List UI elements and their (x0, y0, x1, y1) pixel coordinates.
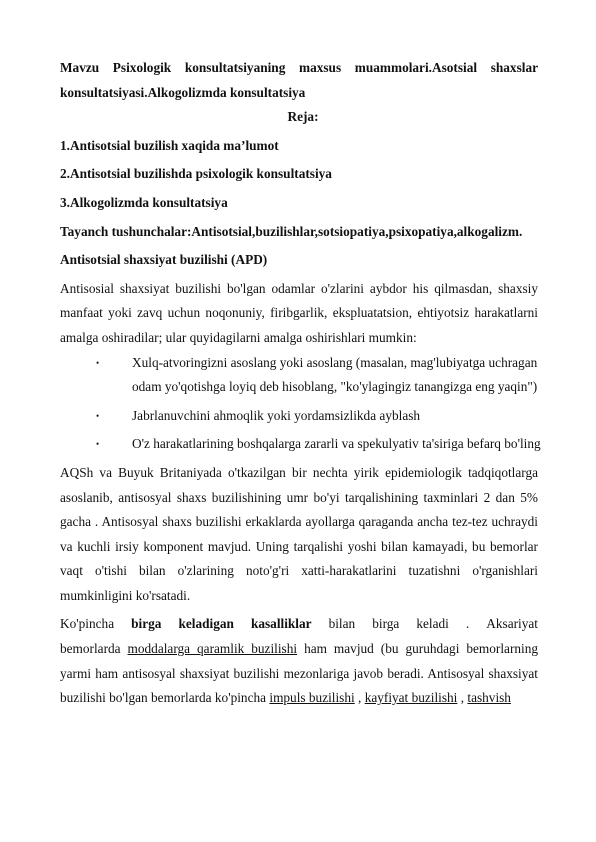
word: keladigan (178, 616, 234, 632)
word: . (465, 616, 470, 632)
bullet-item (96, 432, 544, 457)
document-title: Mavzu Psixologik konsultatsiyaning maxsus muammolari.Asotsial shaxslar konsultatsiyasi.Alkogolizmda konsultatsiya (60, 60, 538, 100)
link-anxiety[interactable]: tashvish (467, 690, 511, 706)
separator: , (358, 690, 362, 706)
document-page (60, 56, 541, 711)
word: Aksariyat (486, 616, 538, 632)
plan-item-2: 2.Antisotsial buzilishda psixologik konsultatsiya (60, 166, 332, 182)
paragraph-first-line (60, 612, 538, 637)
bullet-item (96, 404, 538, 429)
text-run: bemorlarda (60, 641, 121, 657)
text-run: ham mavjud (bu guruhdagi bemorlarning yarmi ham antisosyal shaxsiyat buzilishi mezonlariga javob beradi. Antisosyal shaxsiyat buzilishi bo'lgan bemorlarda ko'pincha (60, 641, 539, 706)
bullet-text: O'z harakatlarining boshqalarga zararli va spekulyativ ta'siriga befarq bo'ling (132, 436, 541, 452)
bullet-list (60, 351, 541, 457)
bullet-icon: • (96, 439, 100, 450)
bullet-text: Xulq-atvoringizni asoslang yoki asoslang (masalan, mag'lubiyatga uchragan odam yo'qotishga loyiq deb hisoblang, "ko'ylagingiz tanangizga eng yaqin") (132, 354, 538, 395)
plan-heading: Reja: (287, 109, 319, 125)
word: Ko'pincha (60, 616, 115, 632)
paragraph-epidemiology: AQSh va Buyuk Britaniyada o'tkazilgan bir nechta yirik epidemiologik tadqiqotlarga asoslanib, antisosyal shaxs buzilishining umr bo'yi tarqalishining taxminlari 2 dan 5% gacha . Antisosyal shaxs buzilishi erkaklarda ayollarga qaraganda ancha tez-tez uchraydi va kuchli irsiy komponent mavjud. Uning tarqalishi yoshi bilan kamayadi, bu bemorlar vaqt o'tishi bilan o'zlarining noto'g'ri xatti-harakatlarini tuzatishni o'rganishlari mumkinligini ko'rsatadi. (60, 464, 538, 603)
link-substance-dependence[interactable]: moddalarga qaramlik buzilishi (127, 641, 298, 657)
paragraph-intro: Antisosial shaxsiyat buzilishi bo'lgan odamlar o'zlarini aybdor his qilmasdan, shaxsiy manfaat yoki zavq uchun noqonuniy, firibgarlik, ekspluatatsion, ehtiyotsiz harakatlarni amalga oshiradilar; ular quyidagilarni amalga oshirishlari mumkin: (60, 280, 538, 345)
bullet-text: Jabrlanuvchini ahmoqlik yoki yordamsizlikda ayblash (132, 407, 421, 423)
word: kasalliklar (250, 616, 312, 632)
link-impulse-disorder[interactable]: impuls buzilishi (269, 690, 355, 706)
word: keladi (416, 616, 449, 632)
word: birga (372, 616, 400, 632)
bullet-icon: • (96, 357, 100, 368)
plan-item-1: 1.Antisotsial buzilish xaqida ma’lumot (60, 137, 279, 153)
bullet-icon: • (96, 410, 100, 421)
plan-item-3: 3.Alkogolizmda konsultatsiya (60, 194, 228, 210)
separator: , (460, 690, 465, 706)
link-mood-disorder[interactable]: kayfiyat buzilishi (364, 690, 458, 706)
word: birga (131, 616, 162, 632)
bullet-item (96, 351, 538, 400)
word: bilan (328, 616, 356, 632)
section-heading: Antisotsial shaxsiyat buzilishi (APD) (60, 252, 268, 268)
paragraph-comorbidity (60, 612, 538, 710)
keywords-line: Tayanch tushunchalar:Antisotsial,buzilishlar,sotsiopatiya,psixopatiya,alkogalizm. (60, 223, 523, 239)
paragraph-body (60, 637, 538, 711)
